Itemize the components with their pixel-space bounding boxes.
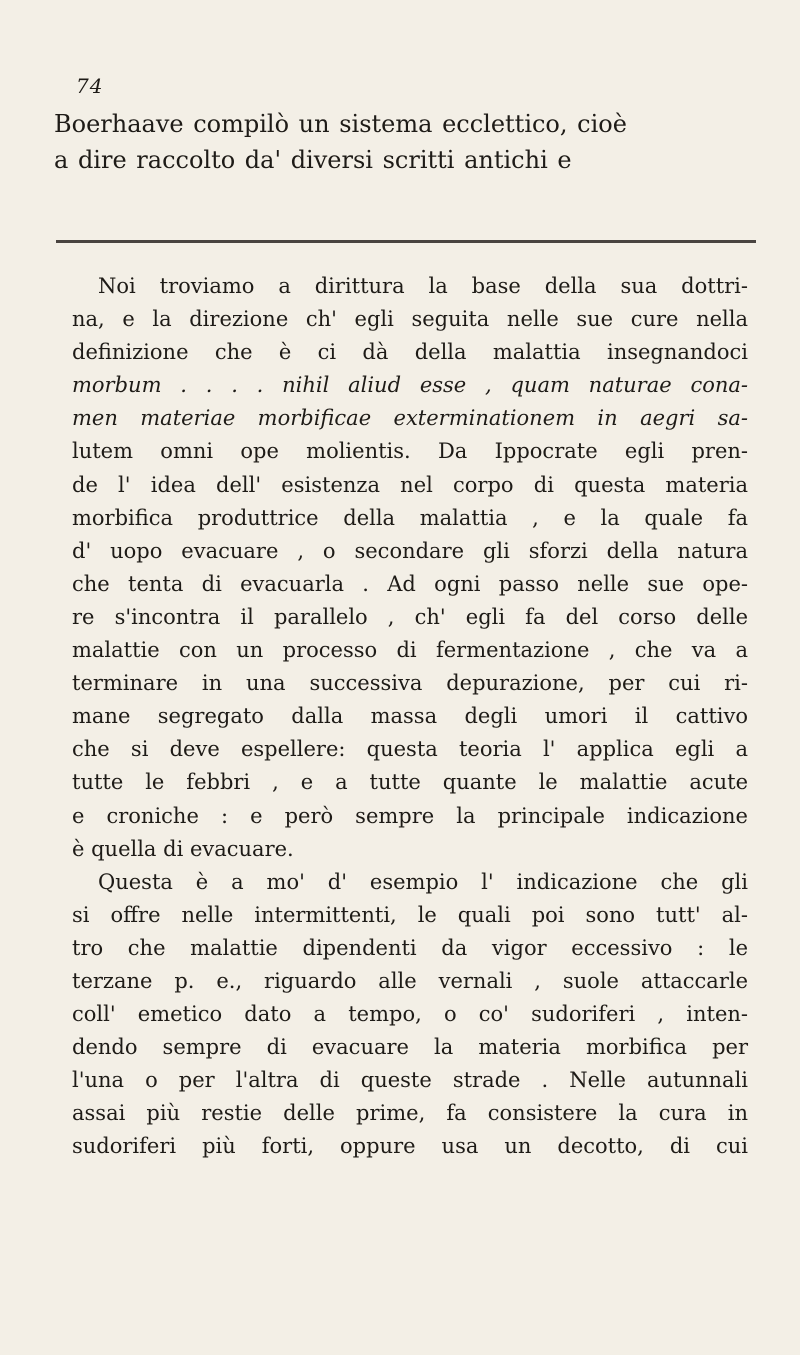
text-line: che tenta di evacuarla . Ad ogni passo nelle sue ope- <box>72 571 748 596</box>
section-divider <box>56 240 756 243</box>
text-line: malattie con un processo di fermentazione , che va a <box>72 638 748 663</box>
text-line: tro che malattie dipendenti da vigor eccessivo : le <box>72 935 748 960</box>
text-line: Questa è a mo' d' esempio l' indicazione che gli <box>98 869 748 894</box>
text-line: sudoriferi più forti, oppure usa un decotto, di cui <box>72 1134 748 1159</box>
text-line: tutte le febbri , e a tutte quante le malattie acute <box>72 770 748 795</box>
text-line: mane segregato dalla massa degli umori il cattivo <box>72 704 748 729</box>
text-line: che si deve espellere: questa teoria l' applica egli a <box>72 737 748 762</box>
text-line: d' uopo evacuare , o secondare gli sforzi della natura <box>72 538 748 563</box>
text-line: terminare in una successiva depurazione, per cui ri- <box>72 671 748 696</box>
text-line: men materiae morbificae exterminationem in aegri sa- <box>72 406 748 431</box>
text-line: l'una o per l'altra di queste strade . Nelle autunnali <box>72 1068 748 1093</box>
header-line: a dire raccolto da' diversi scritti antichi e <box>54 146 572 174</box>
text-line: Noi troviamo a dirittura la base della sua dottri- <box>98 274 748 298</box>
text-line: e croniche : e però sempre la principale indicazione <box>72 803 748 828</box>
text-line: terzane p. e., riguardo alle vernali , suole attaccarle <box>72 968 748 993</box>
text-line: de l' idea dell' esistenza nel corpo di questa materia <box>72 472 748 497</box>
text-line: coll' emetico dato a tempo, o co' sudoriferi , inten- <box>72 1002 748 1027</box>
header-text <box>54 106 754 178</box>
body-text <box>72 270 748 1164</box>
text-line: morbum . . . . nihil aliud esse , quam naturae cona- <box>72 373 748 398</box>
text-line: definizione che è ci dà della malattia insegnandoci <box>72 340 748 365</box>
text-line: è quella di evacuare. <box>72 836 294 861</box>
text-line: re s'incontra il parallelo , ch' egli fa del corso delle <box>72 604 748 629</box>
text-line: dendo sempre di evacuare la materia morbifica per <box>72 1035 748 1060</box>
text-line: lutem omni ope molientis. Da Ippocrate egli pren- <box>72 439 748 464</box>
text-line: morbifica produttrice della malattia , e la quale fa <box>72 505 748 530</box>
text-line: na, e la direzione ch' egli seguita nelle sue cure nella <box>72 307 748 332</box>
page-number: 74 <box>76 74 104 98</box>
text-line: si offre nelle intermittenti, le quali poi sono tutt' al- <box>72 902 748 927</box>
text-line: assai più restie delle prime, fa consistere la cura in <box>72 1101 748 1126</box>
header-line: Boerhaave compilò un sistema ecclettico, cioè <box>54 110 627 138</box>
